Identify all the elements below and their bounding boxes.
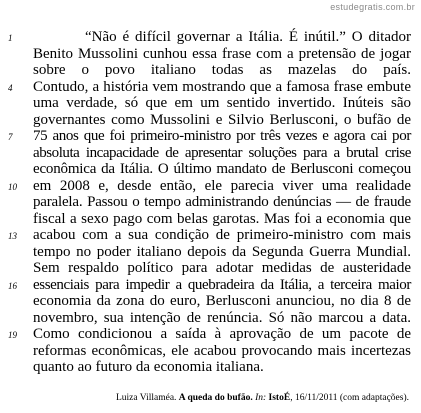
line-text: uma verdade, só que em um sentido invertido. Inúteis são [33, 95, 411, 111]
citation-source: IstoÉ [268, 393, 291, 403]
line-text: governantes como Mussolini e Silvio Berlusconi, o bufão de [33, 111, 411, 128]
text-line [8, 128, 411, 145]
line-text: reformas econômicas, ele acabou provocando mais incertezas [33, 342, 411, 359]
line-number: 19 [8, 330, 17, 340]
line-text: paralela. Passou o tempo administrando denúncias — de fraude [33, 194, 411, 210]
line-number: 10 [8, 181, 17, 192]
line-text: tempo no poder italiano depois da Segunda Guerra Mundial. [33, 243, 411, 260]
text-line [33, 211, 411, 228]
text-line [8, 177, 411, 195]
text-line [33, 95, 411, 112]
line-text: economia da zona do euro, Berlusconi anunciou, no dia 8 de [33, 293, 411, 309]
line-text: quanto ao futuro da economia italiana. [33, 359, 264, 375]
citation-title: A queda do bufão. [178, 393, 253, 403]
line-text: Sem respaldo político para adotar medidas de austeridade [33, 260, 411, 276]
text-line [33, 112, 411, 129]
line-text: Contudo, a história vem mostrando que a famosa frase embute [33, 78, 411, 95]
text-line [33, 260, 411, 277]
line-text: “Não é difícil governar a Itália. É inútil.” O ditador [85, 29, 411, 45]
text-line [33, 359, 411, 376]
line-text: Benito Mussolini cunhou essa frase com a pretensão de jogar [33, 45, 411, 62]
text-line [33, 310, 411, 327]
text-line [33, 62, 411, 79]
line-text: absoluta incapacidade de apresentar soluções para a brutal crise [33, 144, 411, 161]
text-line [8, 276, 411, 294]
citation-rest: , 16/11/2011 (com adaptações). [290, 393, 409, 403]
citation-author: Luiza Villaméa. [115, 393, 177, 403]
line-text: Como condicionou a saída à aprovação de um pacote de [33, 326, 411, 342]
line-text: acabou com a sua condição de primeiro-ministro com mais [33, 227, 411, 243]
line-text: em 2008 e, desde então, ele parecia viver uma realidade [33, 177, 411, 194]
article-text [8, 29, 411, 376]
text-line [33, 46, 411, 63]
citation-in-label: In: [255, 393, 267, 403]
text-line [8, 227, 411, 244]
text-line [33, 293, 411, 310]
watermark: estudegratis.com.br [330, 2, 415, 12]
line-text: econômica da Itália. O último mandato de Berlusconi começou [33, 161, 411, 177]
line-number: 16 [8, 280, 17, 291]
text-line [33, 161, 411, 178]
line-number: 4 [8, 82, 13, 93]
text-line [8, 29, 411, 46]
text-line [8, 78, 411, 96]
line-number: 7 [8, 132, 13, 142]
line-text: essenciais para impedir a quebradeira da Itália, a terceira maior [33, 276, 411, 293]
text-line [33, 343, 411, 360]
text-line [33, 194, 411, 211]
line-number: 1 [8, 33, 13, 43]
citation [116, 393, 409, 403]
text-line [33, 244, 411, 261]
text-line [8, 326, 411, 343]
line-number: 13 [8, 231, 17, 241]
line-text: 75 anos que foi primeiro-ministro por três vezes e agora cai por [33, 128, 411, 144]
line-text: sobre o povo italiano todas as mazelas do país. [33, 62, 411, 78]
line-text: novembro, sua intenção de renúncia. Só não marcou a data. [33, 309, 411, 326]
text-line [33, 145, 411, 162]
line-text: fiscal a sexo pago com belas garotas. Mas foi a economia que [33, 210, 411, 227]
